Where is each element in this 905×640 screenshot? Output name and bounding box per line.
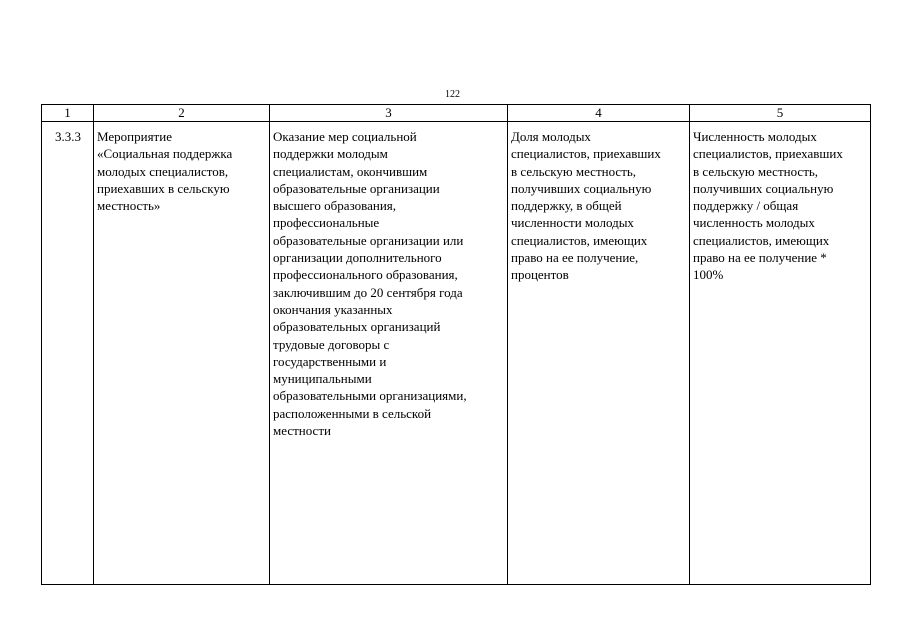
cell-text-line: поддержку / общая (693, 198, 799, 214)
table-header-row (42, 105, 871, 122)
cell-text-line: процентов (511, 267, 569, 283)
cell-text-line: окончания указанных (273, 301, 393, 317)
cell-text-line: получивших социальную (693, 180, 834, 196)
cell-text-line: поддержки молодым (273, 146, 388, 162)
cell-text-line: муниципальными (273, 371, 372, 387)
column-header-4: 4 (508, 105, 690, 122)
cell-text-line: специалистов, приехавших (693, 146, 843, 162)
cell-text-line: «Социальная поддержка (97, 146, 233, 162)
cell-text-line: профессиональные (273, 215, 380, 231)
cell-text-line: высшего образования, (273, 198, 397, 214)
cell-text-line: приехавших в сельскую (97, 180, 230, 196)
indicator-name-cell (508, 122, 690, 585)
cell-text-line: специалистов, имеющих (693, 232, 830, 248)
cell-text-line: Численность молодых (693, 129, 817, 144)
cell-text-line: молодых специалистов, (97, 163, 229, 179)
cell-text-line: организации дополнительного (273, 250, 442, 266)
cell-text-line: в сельскую местность, (511, 163, 637, 179)
table-row (42, 122, 871, 585)
cell-text-line: Доля молодых (511, 129, 591, 144)
cell-text-line: расположенными в сельской (273, 405, 432, 421)
cell-text-line: образовательных организаций (273, 319, 441, 335)
cell-text-line: право на ее получение, (511, 250, 639, 266)
cell-text-line: численности молодых (511, 215, 634, 231)
cell-text-line: местности (273, 423, 331, 439)
cell-text-line: получивших социальную (511, 180, 652, 196)
cell-text-line: специалистов, приехавших (511, 146, 661, 162)
cell-text-line: численность молодых (693, 215, 815, 231)
cell-text-line: 100% (693, 267, 724, 283)
row-number-cell: 3.3.3 (42, 122, 94, 585)
column-header-5: 5 (690, 105, 871, 122)
cell-text-line: поддержку, в общей (511, 198, 622, 214)
formula-cell (690, 122, 871, 585)
cell-text-line: право на ее получение * (693, 250, 827, 266)
cell-text-line: Мероприятие (97, 129, 172, 144)
event-name-cell (94, 122, 270, 585)
column-header-1: 1 (42, 105, 94, 122)
cell-text-line: Оказание мер социальной (273, 129, 417, 144)
cell-text-line: образовательные организации (273, 180, 440, 196)
cell-text-line: заключившим до 20 сентября года (273, 284, 463, 300)
cell-text-line: специалистов, имеющих (511, 232, 648, 248)
cell-text-line: профессионального образования, (273, 267, 458, 283)
cell-text-line: местность» (97, 198, 161, 214)
description-cell (270, 122, 508, 585)
cell-text-line: образовательные организации или (273, 232, 464, 248)
cell-text-line: государственными и (273, 353, 387, 369)
column-header-2: 2 (94, 105, 270, 122)
cell-text-line: образовательными организациями, (273, 388, 467, 404)
cell-text-line: трудовые договоры с (273, 336, 390, 352)
column-header-3: 3 (270, 105, 508, 122)
cell-text-line: в сельскую местность, (693, 163, 819, 179)
cell-text-line: специалистам, окончившим (273, 163, 428, 179)
indicator-table (41, 104, 871, 585)
page-number: 122 (445, 89, 460, 100)
